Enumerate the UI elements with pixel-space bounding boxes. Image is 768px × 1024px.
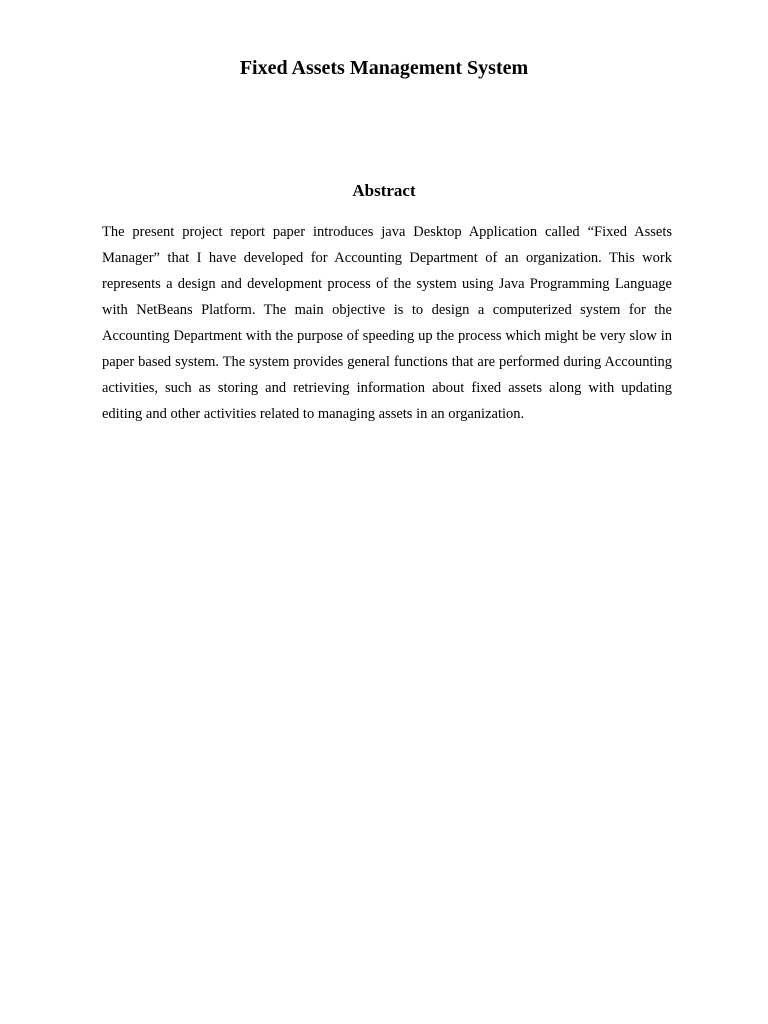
document-title: Fixed Assets Management System [239, 57, 529, 79]
abstract-paragraph: The present project report paper introduces java Desktop Application called “Fixed Assets Manager” that I have developed for Accounting Department of an organization. This work represents a design and development process of the system using Java Programming Language with NetBeans Platform. The main objective is to design a computerized system for the Accounting Department with the purpose of speeding up the process which might be very slow in paper based system. The system provides general functions that are performed during Accounting activities, such as storing and retrieving information about fixed assets along with updating editing and other activities related to managing assets in an organization. [102, 224, 672, 422]
abstract-heading: Abstract [352, 181, 416, 200]
